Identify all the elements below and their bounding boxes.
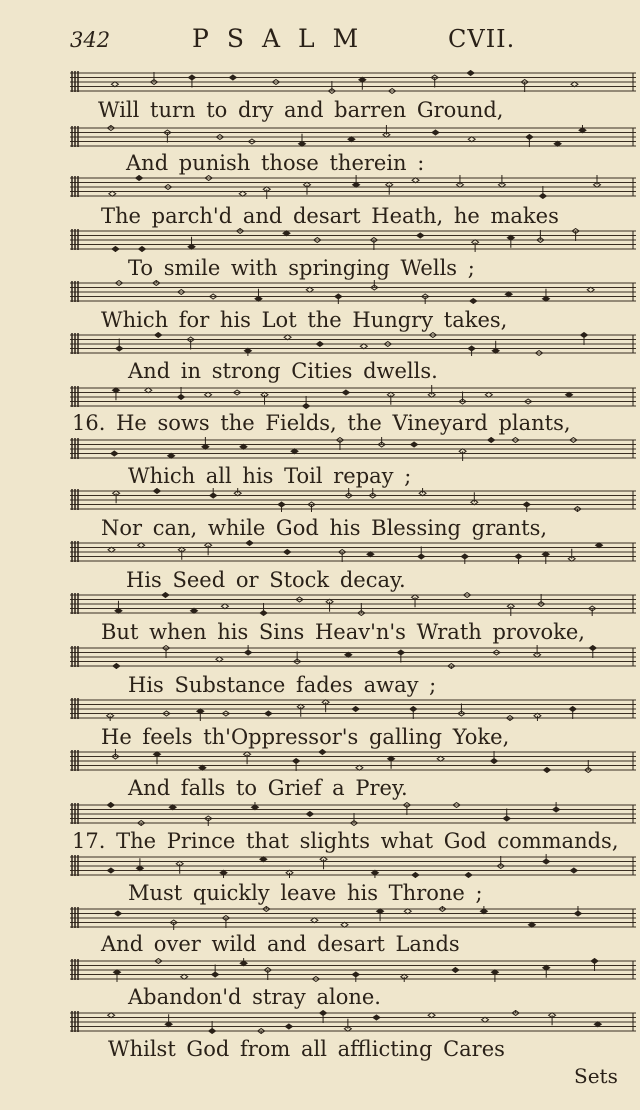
lyric-line: To smile with springing Wells ;	[128, 256, 475, 280]
music-staff	[70, 70, 636, 94]
music-staff	[70, 802, 636, 826]
music-staff	[70, 749, 636, 773]
lyric-line: His Seed or Stock decay.	[126, 568, 406, 592]
music-staff	[70, 540, 636, 564]
lyric-line: Which for his Lot the Hungry takes,	[101, 308, 508, 332]
music-staff	[70, 280, 636, 304]
psalm-number: CVII.	[448, 25, 516, 53]
music-staff	[70, 332, 636, 356]
music-staff	[70, 1010, 636, 1034]
lyric-line: 17. The Prince that slights what God commands,	[72, 829, 619, 853]
music-staff	[70, 125, 636, 149]
lyric-line: Nor can, while God his Blessing grants,	[101, 516, 548, 540]
running-title: PSALM	[192, 24, 377, 53]
lyric-line: The parch'd and desart Heath, he makes	[101, 204, 559, 228]
lyric-line: He feels th'Oppressor's galling Yoke,	[101, 725, 510, 749]
lyric-line: But when his Sins Heav'n's Wrath provoke,	[101, 620, 585, 644]
catchword: Sets	[574, 1064, 618, 1088]
music-staff	[70, 958, 636, 982]
page-header	[0, 22, 640, 52]
music-staff	[70, 437, 636, 461]
music-staff	[70, 488, 636, 512]
music-staff	[70, 385, 636, 409]
music-staff	[70, 592, 636, 616]
lyric-line: Abandon'd stray alone.	[128, 985, 381, 1009]
lyric-line: His Substance fades away ;	[128, 673, 437, 697]
lyric-line: 16. He sows the Fields, the Vineyard plants,	[72, 411, 571, 435]
lyric-line: And in strong Cities dwells.	[128, 359, 438, 383]
page-number: 342	[70, 28, 111, 52]
music-staff	[70, 697, 636, 721]
lyric-line: And over wild and desart Lands	[101, 932, 460, 956]
music-staff	[70, 228, 636, 252]
lyric-line: And punish those therein :	[126, 151, 425, 175]
lyric-line: Must quickly leave his Throne ;	[128, 881, 483, 905]
lyric-line: Whilst God from all afflicting Cares	[108, 1037, 505, 1061]
music-staff	[70, 854, 636, 878]
music-staff	[70, 645, 636, 669]
music-staff	[70, 175, 636, 199]
lyric-line: And falls to Grief a Prey.	[128, 776, 408, 800]
lyric-line: Which all his Toil repay ;	[128, 464, 412, 488]
music-staff	[70, 906, 636, 930]
lyric-line: Will turn to dry and barren Ground,	[98, 98, 504, 122]
